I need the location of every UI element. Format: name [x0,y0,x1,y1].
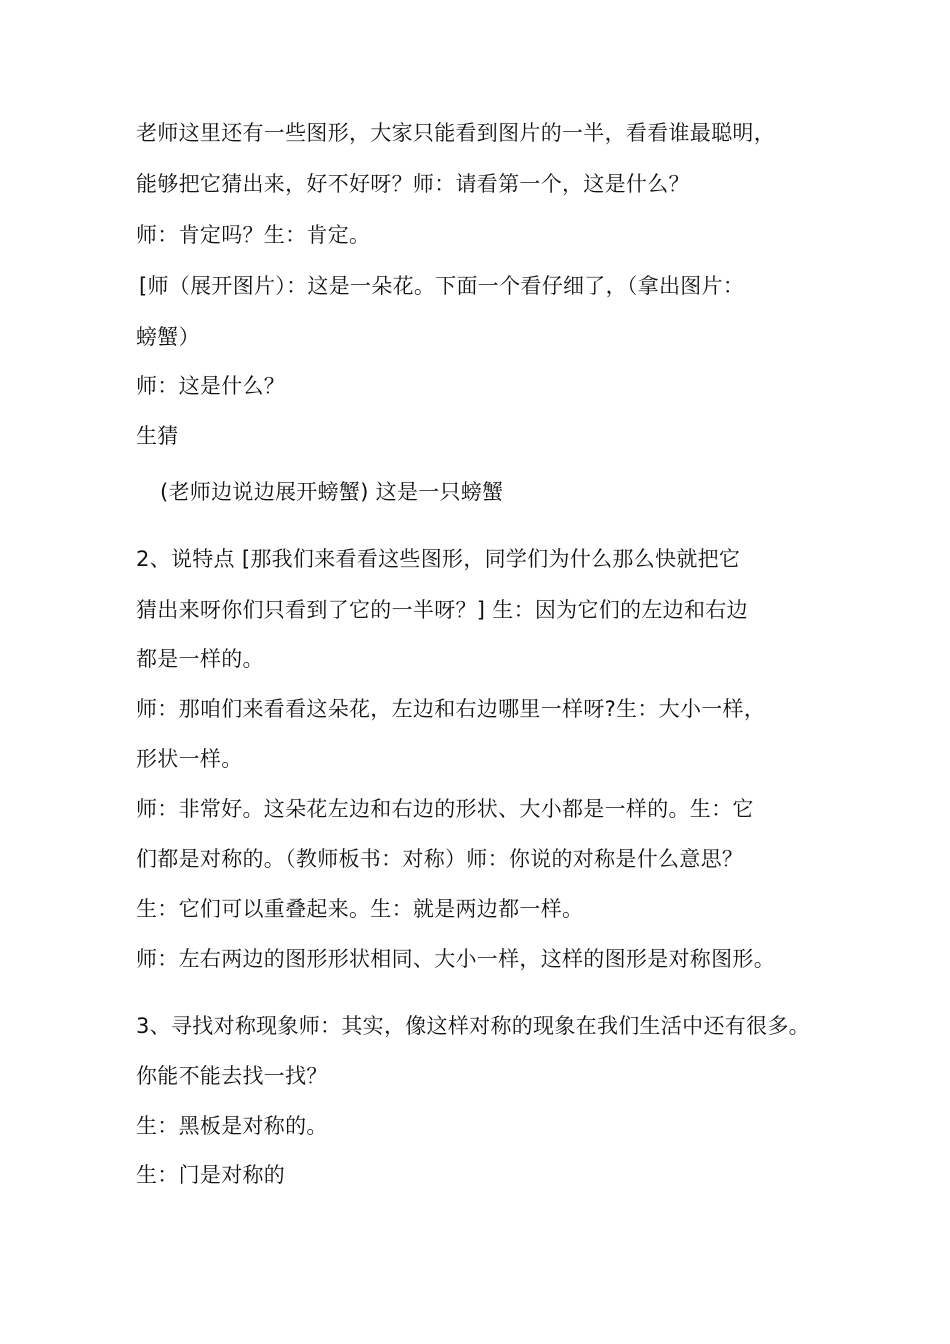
text-line: 螃蟹） [136,325,200,349]
text-line: 形状一样。 [136,747,243,771]
text-line: 师：这是什么？ [136,374,286,398]
text-line: 师：那咱们来看看这朵花，左边和右边哪里一样呀?生：大小一样， [136,697,766,721]
text-line: 生：黑板是对称的。 [136,1114,328,1138]
text-line: 你能不能去找一找？ [136,1064,328,1088]
text-line: 3、寻找对称现象师：其实，像这样对称的现象在我们生活中还有很多。 [136,1014,810,1038]
text-line: 师：肯定吗？生：肯定。 [136,223,371,247]
text-line: 生：门是对称的 [136,1163,286,1187]
text-line: 生：它们可以重叠起来。生：就是两边都一样。 [136,897,584,921]
text-line: 们都是对称的。（教师板书：对称）师：你说的对称是什么意思？ [136,847,744,871]
text-line: 都是一样的。 [136,647,264,671]
text-line: (老师边说边展开螃蟹) 这是一只螃蟹 [160,480,504,504]
text-line: 师：左右两边的图形形状相同、大小一样，这样的图形是对称图形。 [136,947,775,971]
text-line: 师：非常好。这朵花左边和右边的形状、大小都是一样的。生：它 [136,797,754,821]
text-line: 能够把它猜出来，好不好呀？师：请看第一个，这是什么？ [136,172,690,196]
text-line: 生猜 [136,424,179,448]
text-line: 猜出来呀你们只看到了它的一半呀？] 生：因为它们的左边和右边 [136,598,748,622]
text-line: 2、说特点 [那我们来看看这些图形，同学们为什么那么快就把它 [136,547,741,571]
text-line: [师（展开图片）：这是一朵花。下面一个看仔细了，（拿出图片： [139,274,745,298]
text-line: 老师这里还有一些图形，大家只能看到图片的一半，看看谁最聪明， [136,121,775,145]
